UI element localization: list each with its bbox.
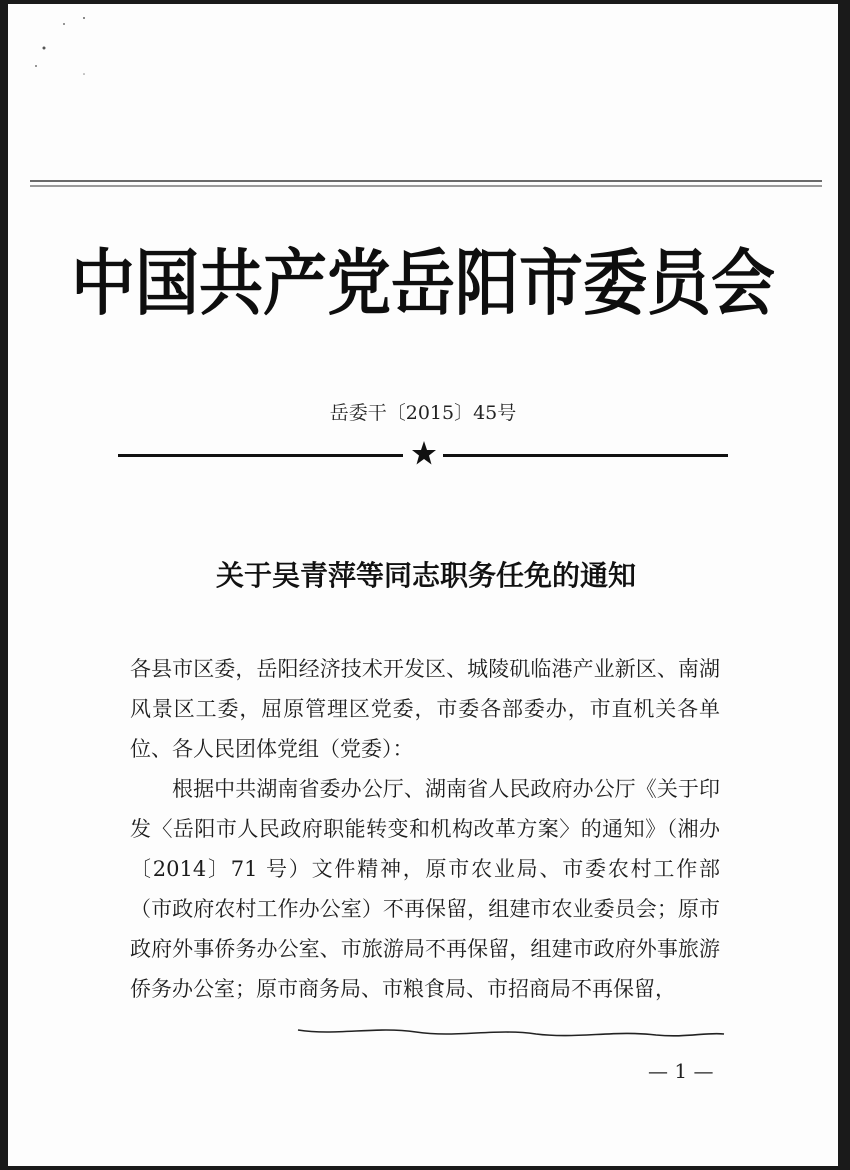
page-number: — 1 — xyxy=(648,1059,714,1083)
document-page xyxy=(8,4,838,1166)
star-icon xyxy=(411,440,437,466)
divider-line-left xyxy=(118,454,403,457)
notice-body xyxy=(130,649,720,1009)
handwritten-underline xyxy=(296,1022,726,1044)
document-number: 岳委干〔2015〕45号 xyxy=(329,402,517,424)
masthead-title: 中国共产党岳阳市委员会 xyxy=(71,242,775,326)
body-paragraph-1: 根据中共湖南省委办公厅、湖南省人民政府办公厅《关于印发〈岳阳市人民政府职能转变和机构改革方案〉的通知》（湘办〔2014〕71 号）文件精神，原市农业局、市委农村工作部（市政府农村工作办公室）不再保留，组建市农业委员会；原市政府外事侨务办公室、市旅游局不再保留，组建市政府外事旅游侨务办公室；原市商务局、市粮食局、市招商局不再保留， xyxy=(130,777,720,1001)
divider-line-right xyxy=(443,454,728,457)
addressee-paragraph: 各县市区委，岳阳经济技术开发区、城陵矶临港产业新区、南湖风景区工委，屈原管理区党委，市委各部委办，市直机关各单位、各人民团体党组（党委）： xyxy=(130,657,720,761)
scan-specks xyxy=(8,4,838,124)
notice-title: 关于吴青萍等同志职务任免的通知 xyxy=(215,559,636,592)
red-header-divider xyxy=(118,440,728,470)
header-rule xyxy=(30,180,822,190)
